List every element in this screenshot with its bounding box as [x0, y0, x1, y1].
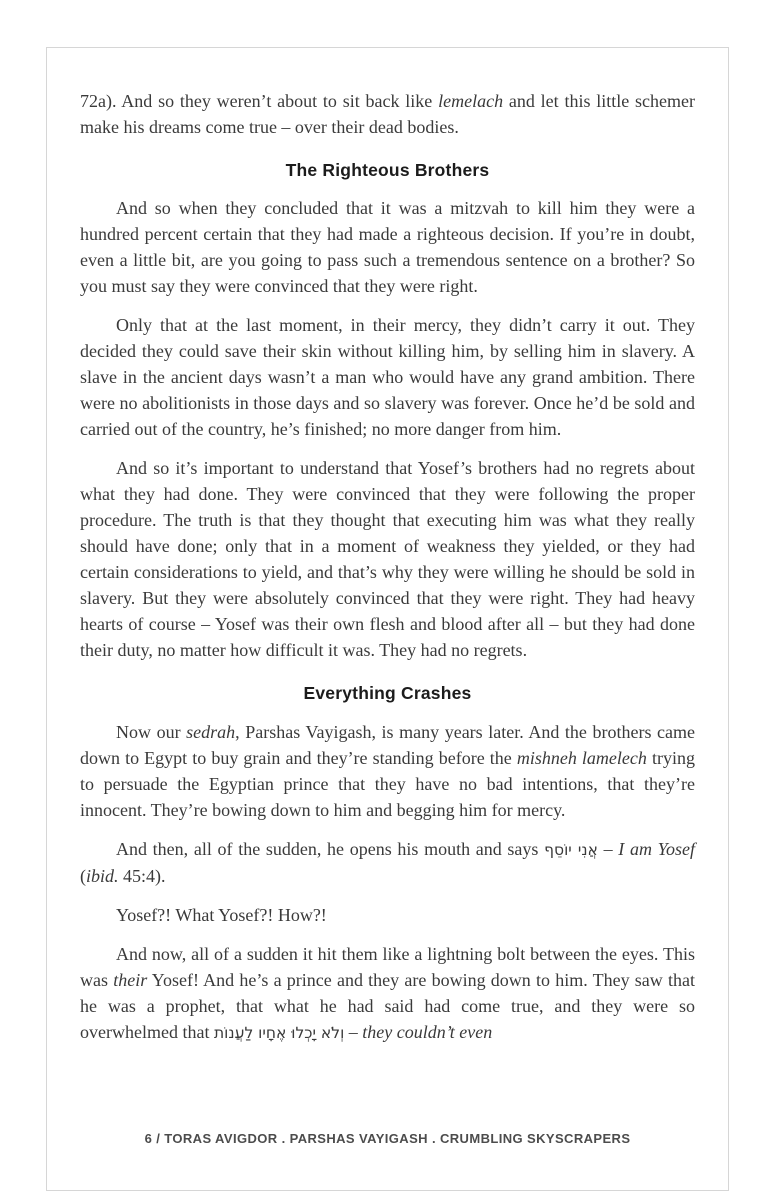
italic-text: I am Yosef	[618, 838, 696, 859]
body-text: (	[80, 865, 86, 886]
body-text: And so when they concluded that it was a mitzvah to kill him they were a hundred percent certain that they had made a righteous decision. If you’re in doubt, even a little bit, are you going to pass such a tremendous sentence on a brother? So you must say they were convinced that they were right.	[80, 198, 695, 297]
body-text: Now our	[116, 721, 187, 742]
paragraph	[80, 88, 695, 140]
italic-text: mishneh lamelech	[516, 747, 647, 768]
body-text: trying to persuade the Egyptian prince that they have no bad intentions, that they’re innocent. They’re bowing down to him and begging him for mercy.	[80, 747, 695, 820]
paragraph	[80, 902, 695, 928]
body-text: And then, all of the sudden, he opens his mouth and says	[116, 838, 545, 859]
page-content	[80, 88, 695, 1059]
italic-text: ibid.	[86, 865, 119, 886]
italic-text: their	[113, 969, 148, 990]
body-text: and let this little schemer make his dreams come true – over their dead bodies.	[80, 91, 696, 137]
body-text: And now, all of a sudden it hit them like a lightning bolt between the eyes. This was	[80, 943, 695, 990]
paragraph	[80, 836, 695, 889]
body-text: –	[597, 838, 619, 859]
section-heading: Everything Crashes	[303, 683, 472, 704]
body-text: Yosef! And he’s a prince and they are bowing down to him. They saw that he was a prophet, that what he had said had come true, and they were so overwhelmed that	[80, 969, 695, 1042]
body-text: Only that at the last moment, in their mercy, they didn’t carry it out. They decided they could save their skin without killing him, by selling him in slavery. A slave in the ancient days wasn’t a man who would have any grand ambition. There were no abolitionists in those days and so slavery was forever. Once he’d be sold and carried out of the country, he’s finished; no more danger from him.	[80, 315, 695, 440]
paragraph	[80, 719, 695, 823]
paragraph	[80, 312, 695, 442]
paragraph	[80, 195, 695, 299]
paragraph	[80, 941, 695, 1046]
italic-text: lemelach	[438, 91, 504, 111]
body-text: –	[344, 1021, 363, 1042]
body-text: Yosef?! What Yosef?! How?!	[116, 904, 327, 925]
paragraph	[80, 455, 695, 663]
body-text: , Parshas Vayigash, is many years later. And the brothers came down to Egypt to buy grain and they’re standing before the	[80, 721, 695, 768]
body-text: 45:4).	[118, 865, 166, 886]
body-text: 72a). And so they weren’t about to sit back like	[80, 91, 439, 111]
italic-text: they couldn’t even	[362, 1021, 493, 1042]
italic-text: sedrah	[186, 721, 236, 742]
section-heading: The Righteous Brothers	[285, 160, 490, 180]
body-text: And so it’s important to understand that Yosef’s brothers had no regrets about what they had done. They were convinced that they were following the proper procedure. The truth is that they thought that executing him was what they really should have done; only that in a moment of weakness they yielded, or they had certain considerations to yield, and that’s why they were willing he should be sold in slavery. But they were absolutely convinced that they were right. They had heavy hearts of course – Yosef was their own flesh and blood after all – but they had done their duty, no matter how difficult it was. They had no regrets.	[80, 458, 695, 661]
page-border	[46, 47, 729, 1191]
page-footer: 6 / TORAS AVIGDOR . PARSHAS VAYIGASH . CRUMBLING SKYSCRAPERS	[144, 1131, 631, 1146]
hebrew-text: אֲנִי יוֹסֵף	[544, 840, 598, 859]
hebrew-text: וְלֹא יָכְלוּ אֶחָיו לַעֲנוֹת	[213, 1023, 345, 1042]
